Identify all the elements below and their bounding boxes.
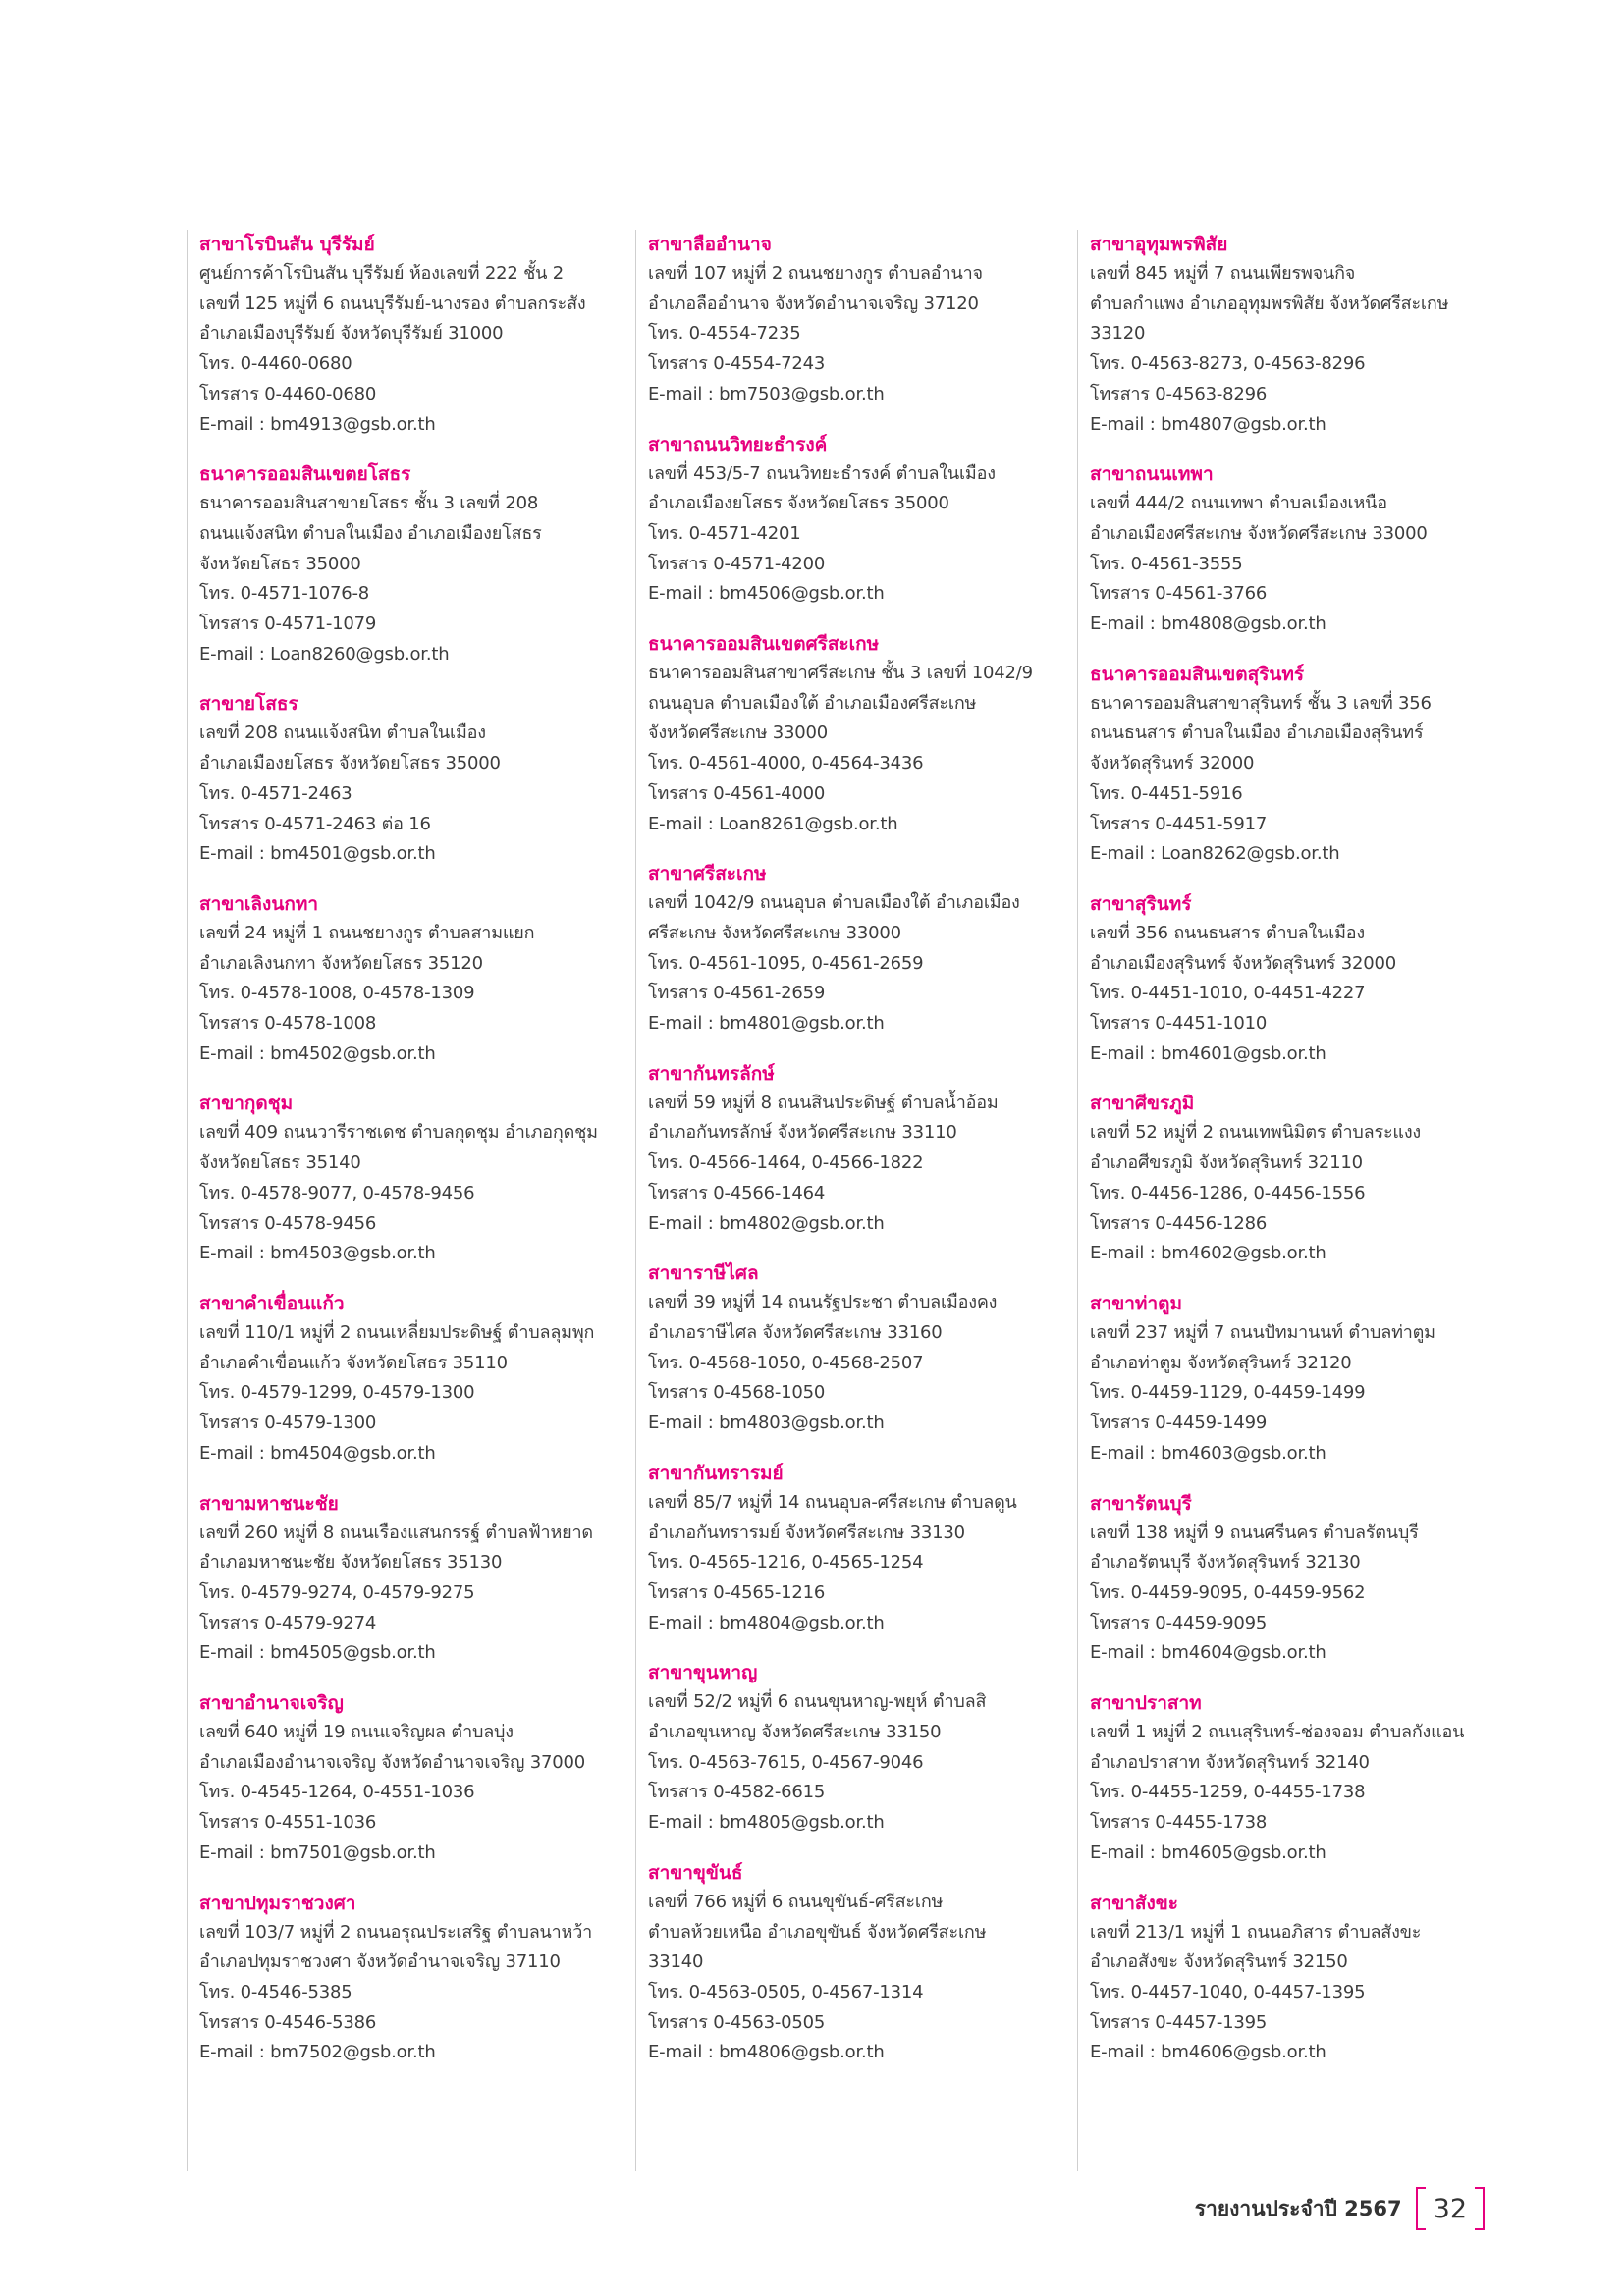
- branch-fax: โทรสาร 0-4571-2463 ต่อ 16: [199, 813, 431, 834]
- branch-email: E-mail : bm4603@gsb.or.th: [1090, 1442, 1326, 1464]
- branch-address-line: เลขที่ 52/2 หมู่ที่ 6 ถนนขุนหาญ-พยุห์ ตำบลสิ: [648, 1691, 987, 1713]
- branch-fax: โทรสาร 0-4571-4200: [648, 553, 826, 574]
- branch-email: E-mail : bm4605@gsb.or.th: [1090, 1842, 1326, 1863]
- branch-email: E-mail : bm4506@gsb.or.th: [648, 583, 885, 605]
- branch-email: E-mail : bm7503@gsb.or.th: [648, 383, 885, 404]
- branch-name: สาขาศีขรภูมิ: [1090, 1093, 1195, 1115]
- branch-entry: [199, 1289, 599, 1469]
- branch-fax: โทรสาร 0-4565-1216: [648, 1581, 826, 1603]
- branch-phone: โทร. 0-4459-9095, 0-4459-9562: [1090, 1581, 1366, 1603]
- branch-name: สาขาสังขะ: [1090, 1892, 1178, 1914]
- branch-fax: โทรสาร 0-4578-9456: [199, 1212, 377, 1234]
- branch-address-line: เลขที่ 260 หมู่ที่ 8 ถนนเรืองแสนกรรฐ์ ตำบลฟ้าหยาด: [199, 1522, 593, 1543]
- branch-phone: โทร. 0-4578-1008, 0-4578-1309: [199, 983, 475, 1004]
- branch-name: สาขาสุรินทร์: [1090, 892, 1192, 915]
- branch-address-line: 33140: [648, 1951, 704, 1973]
- branch-phone: โทร. 0-4566-1464, 0-4566-1822: [648, 1152, 924, 1174]
- branch-phone: โทร. 0-4456-1286, 0-4456-1556: [1090, 1182, 1366, 1203]
- branch-email: E-mail : bm4913@gsb.or.th: [199, 413, 436, 435]
- branch-fax: โทรสาร 0-4546-5386: [199, 2011, 377, 2033]
- branch-fax: โทรสาร 0-4457-1395: [1090, 2011, 1268, 2033]
- branch-address-line: ศูนย์การค้าโรบินสัน บุรีรัมย์ ห้องเลขที่ 222 ชั้น 2: [199, 263, 564, 284]
- branch-phone: โทร. 0-4578-9077, 0-4578-9456: [199, 1182, 475, 1203]
- branch-name: สาขาอุทุมพรพิสัย: [1090, 234, 1228, 255]
- branch-name: สาขากุดชุม: [199, 1093, 294, 1115]
- branch-column-1: [187, 230, 599, 2171]
- branch-fax: โทรสาร 0-4554-7243: [648, 353, 826, 375]
- branch-address-line: อำเภอเมืองอำนาจเจริญ จังหวัดอำนาจเจริญ 37000: [199, 1751, 586, 1773]
- branch-fax: โทรสาร 0-4582-6615: [648, 1782, 826, 1803]
- branch-name: ธนาคารออมสินเขตศรีสะเกษ: [648, 633, 880, 656]
- branch-address-line: จังหวัดสุรินทร์ 32000: [1090, 753, 1255, 774]
- branch-address-line: เลขที่ 1 หมู่ที่ 2 ถนนสุรินทร์-ช่องจอม ตำบลกังแอน: [1090, 1722, 1465, 1743]
- branch-entry: [1090, 1289, 1489, 1469]
- branch-email: E-mail : bm4801@gsb.or.th: [648, 1013, 885, 1035]
- branch-entry: [648, 230, 1048, 410]
- page-footer: [1195, 2187, 1485, 2230]
- branch-address-line: ธนาคารออมสินสาขาสุรินทร์ ชั้น 3 เลขที่ 356: [1090, 692, 1432, 714]
- branch-entry: [199, 1688, 599, 1869]
- branch-phone: โทร. 0-4568-1050, 0-4568-2507: [648, 1352, 924, 1373]
- branch-name: สาขาโรบินสัน บุรีรัมย์: [199, 234, 375, 255]
- branch-phone: โทร. 0-4563-8273, 0-4563-8296: [1090, 353, 1366, 375]
- branch-name: สาขาท่าตูม: [1090, 1292, 1182, 1314]
- branch-name: สาขาคำเขื่อนแก้ว: [199, 1292, 345, 1314]
- branch-fax: โทรสาร 0-4568-1050: [648, 1382, 826, 1404]
- branch-address-line: อำเภอเลิงนกทา จังหวัดยโสธร 35120: [199, 952, 483, 974]
- branch-address-line: อำเภอเมืองศรีสะเกษ จังหวัดศรีสะเกษ 33000: [1090, 522, 1428, 544]
- branch-phone: โทร. 0-4579-1299, 0-4579-1300: [199, 1382, 475, 1404]
- branch-email: E-mail : bm4503@gsb.or.th: [199, 1243, 436, 1264]
- branch-address-line: เลขที่ 409 ถนนวารีราชเดช ตำบลกุดชุม อำเภอกุดชุม: [199, 1122, 598, 1144]
- branch-address-line: เลขที่ 444/2 ถนนเทพา ตำบลเมืองเหนือ: [1090, 493, 1387, 514]
- branch-fax: โทรสาร 0-4460-0680: [199, 383, 377, 404]
- branch-address-line: เลขที่ 356 ถนนธนสาร ตำบลในเมือง: [1090, 922, 1365, 943]
- branch-email: E-mail : bm4808@gsb.or.th: [1090, 614, 1326, 635]
- branch-email: E-mail : bm4502@gsb.or.th: [199, 1042, 436, 1064]
- branch-address-line: จังหวัดยโสธร 35000: [199, 553, 361, 574]
- branch-address-line: เลขที่ 213/1 หมู่ที่ 1 ถนนอภิสาร ตำบลสังขะ: [1090, 1921, 1422, 1943]
- branch-name: สาขาปทุมราชวงศา: [199, 1892, 356, 1914]
- branch-email: E-mail : bm4802@gsb.or.th: [648, 1212, 885, 1234]
- branch-fax: โทรสาร 0-4456-1286: [1090, 1212, 1268, 1234]
- branch-fax: โทรสาร 0-4459-1499: [1090, 1413, 1268, 1434]
- branch-fax: โทรสาร 0-4578-1008: [199, 1013, 377, 1035]
- branch-fax: โทรสาร 0-4451-5917: [1090, 813, 1268, 834]
- branch-name: สาขากันทรลักษ์: [648, 1062, 775, 1085]
- branch-entry: [1090, 889, 1489, 1070]
- branch-phone: โทร. 0-4546-5385: [199, 1981, 352, 2002]
- branch-email: E-mail : Loan8262@gsb.or.th: [1090, 843, 1340, 865]
- branch-entry: [1090, 660, 1489, 870]
- branch-entry: [1090, 459, 1489, 640]
- branch-address-line: 33120: [1090, 323, 1146, 345]
- branch-phone: โทร. 0-4561-4000, 0-4564-3436: [648, 753, 924, 774]
- branch-phone: โทร. 0-4571-1076-8: [199, 583, 370, 605]
- branch-email: E-mail : bm7502@gsb.or.th: [199, 2042, 436, 2063]
- branch-address-line: อำเภอสังขะ จังหวัดสุรินทร์ 32150: [1090, 1951, 1348, 1973]
- branch-fax: โทรสาร 0-4579-1300: [199, 1413, 377, 1434]
- branch-entry: [199, 889, 599, 1070]
- branch-phone: โทร. 0-4565-1216, 0-4565-1254: [648, 1552, 924, 1574]
- branch-name: สาขาถนนเทพา: [1090, 463, 1214, 486]
- branch-entry: [199, 230, 599, 440]
- branch-address-line: เลขที่ 59 หมู่ที่ 8 ถนนสินประดิษฐ์ ตำบลน้ำอ้อม: [648, 1092, 999, 1113]
- branch-phone: โทร. 0-4451-5916: [1090, 782, 1243, 804]
- branch-address-line: จังหวัดยโสธร 35140: [199, 1152, 361, 1174]
- branch-phone: โทร. 0-4571-4201: [648, 522, 801, 544]
- branch-email: E-mail : bm4602@gsb.or.th: [1090, 1243, 1326, 1264]
- branch-entry: [199, 689, 599, 870]
- branch-email: E-mail : bm4807@gsb.or.th: [1090, 413, 1326, 435]
- branch-address-line: เลขที่ 208 ถนนแจ้งสนิท ตำบลในเมือง: [199, 722, 486, 744]
- branch-phone: โทร. 0-4451-1010, 0-4451-4227: [1090, 983, 1366, 1004]
- branch-entry: [199, 1889, 599, 2069]
- branch-entry: [648, 859, 1048, 1040]
- branch-email: E-mail : bm4504@gsb.or.th: [199, 1442, 436, 1464]
- branch-address-line: ธนาคารออมสินสาขาศรีสะเกษ ชั้น 3 เลขที่ 1042/9: [648, 663, 1033, 684]
- branch-name: สาขาขุนหาญ: [648, 1662, 758, 1684]
- branch-name: สาขารัตนบุรี: [1090, 1492, 1192, 1515]
- branch-address-line: เลขที่ 85/7 หมู่ที่ 14 ถนนอุบล-ศรีสะเกษ ตำบลดูน: [648, 1491, 1017, 1513]
- branch-entry: [1090, 1489, 1489, 1670]
- branch-fax: โทรสาร 0-4563-0505: [648, 2011, 826, 2033]
- branch-address-line: อำเภอเมืองยโสธร จังหวัดยโสธร 35000: [648, 493, 949, 514]
- branch-address-line: อำเภอเมืองสุรินทร์ จังหวัดสุรินทร์ 32000: [1090, 952, 1397, 974]
- branch-name: สาขามหาชนะชัย: [199, 1492, 339, 1515]
- branch-email: E-mail : bm4505@gsb.or.th: [199, 1642, 436, 1664]
- branch-address-line: อำเภอราษีไศล จังหวัดศรีสะเกษ 33160: [648, 1321, 943, 1343]
- branch-address-line: อำเภอเมืองยโสธร จังหวัดยโสธร 35000: [199, 753, 501, 774]
- branch-email: E-mail : Loan8260@gsb.or.th: [199, 643, 450, 665]
- branch-name: สาขาเลิงนกทา: [199, 892, 319, 915]
- branch-entry: [199, 1489, 599, 1670]
- branch-address-line: เลขที่ 107 หมู่ที่ 2 ถนนชยางกูร ตำบลอำนาจ: [648, 263, 983, 284]
- branch-address-line: อำเภอเมืองบุรีรัมย์ จังหวัดบุรีรัมย์ 31000: [199, 323, 504, 345]
- branch-entry: [199, 459, 599, 669]
- branch-email: E-mail : bm4604@gsb.or.th: [1090, 1642, 1326, 1664]
- branch-address-line: อำเภอขุนหาญ จังหวัดศรีสะเกษ 33150: [648, 1722, 942, 1743]
- branch-fax: โทรสาร 0-4459-9095: [1090, 1612, 1268, 1633]
- branch-column-3: [1077, 230, 1489, 2171]
- branch-address-line: ตำบลห้วยเหนือ อำเภอขุขันธ์ จังหวัดศรีสะเกษ: [648, 1921, 987, 1943]
- branch-email: E-mail : bm4806@gsb.or.th: [648, 2042, 885, 2063]
- branch-address-line: เลขที่ 766 หมู่ที่ 6 ถนนขุขันธ์-ศรีสะเกษ: [648, 1891, 944, 1912]
- report-title: รายงานประจำปี 2567: [1194, 2196, 1402, 2220]
- branch-phone: โทร. 0-4571-2463: [199, 782, 352, 804]
- branch-address-line: อำเภอปราสาท จังหวัดสุรินทร์ 32140: [1090, 1751, 1370, 1773]
- branch-entry: [1090, 1089, 1489, 1269]
- branch-address-line: เลขที่ 1042/9 ถนนอุบล ตำบลเมืองใต้ อำเภอเมือง: [648, 892, 1020, 914]
- branch-entry: [1090, 1688, 1489, 1869]
- branch-fax: โทรสาร 0-4455-1738: [1090, 1812, 1268, 1834]
- branch-phone: โทร. 0-4579-9274, 0-4579-9275: [199, 1581, 475, 1603]
- branch-entry: [648, 1059, 1048, 1240]
- branch-phone: โทร. 0-4561-3555: [1090, 553, 1243, 574]
- branch-fax: โทรสาร 0-4561-2659: [648, 983, 826, 1004]
- branch-entry: [648, 430, 1048, 611]
- branch-address-line: อำเภอปทุมราชวงศา จังหวัดอำนาจเจริญ 37110: [199, 1951, 561, 1973]
- branch-phone: โทร. 0-4563-7615, 0-4567-9046: [648, 1751, 924, 1773]
- branch-fax: โทรสาร 0-4571-1079: [199, 614, 377, 635]
- branch-name: สาขายโสธร: [199, 693, 298, 716]
- branch-email: E-mail : bm4803@gsb.or.th: [648, 1413, 885, 1434]
- branch-entry: [648, 1858, 1048, 2068]
- branch-address-line: เลขที่ 845 หมู่ที่ 7 ถนนเพียรพจนกิจ: [1090, 263, 1356, 284]
- branch-email: E-mail : bm4804@gsb.or.th: [648, 1612, 885, 1633]
- branch-entry: [648, 1258, 1048, 1439]
- branch-address-line: ถนนแจ้งสนิท ตำบลในเมือง อำเภอเมืองยโสธร: [199, 522, 542, 544]
- branch-entry: [648, 1658, 1048, 1839]
- branch-address-line: อำเภอท่าตูม จังหวัดสุรินทร์ 32120: [1090, 1352, 1352, 1373]
- branch-address-line: ศรีสะเกษ จังหวัดศรีสะเกษ 33000: [648, 922, 901, 943]
- branch-phone: โทร. 0-4563-0505, 0-4567-1314: [648, 1981, 924, 2002]
- branch-name: สาขาถนนวิทยะธำรงค์: [648, 433, 828, 455]
- branch-address-line: เลขที่ 453/5-7 ถนนวิทยะธำรงค์ ตำบลในเมือง: [648, 462, 996, 484]
- branch-address-line: ธนาคารออมสินสาขายโสธร ชั้น 3 เลขที่ 208: [199, 493, 539, 514]
- branch-address-line: เลขที่ 52 หมู่ที่ 2 ถนนเทพนิมิตร ตำบลระแงง: [1090, 1122, 1421, 1144]
- branch-address-line: อำเภอคำเขื่อนแก้ว จังหวัดยโสธร 35110: [199, 1352, 508, 1373]
- branch-address-line: อำเภอกันทรลักษ์ จังหวัดศรีสะเกษ 33110: [648, 1122, 957, 1144]
- branch-address-line: เลขที่ 110/1 หมู่ที่ 2 ถนนเหลี่ยมประดิษฐ์ ตำบลลุมพุก: [199, 1321, 595, 1343]
- branch-fax: โทรสาร 0-4579-9274: [199, 1612, 377, 1633]
- branch-name: สาขาลืออำนาจ: [648, 234, 772, 255]
- branch-phone: โทร. 0-4455-1259, 0-4455-1738: [1090, 1782, 1366, 1803]
- branch-name: สาขาอำนาจเจริญ: [199, 1692, 344, 1715]
- branch-address-line: เลขที่ 39 หมู่ที่ 14 ถนนรัฐประชา ตำบลเมืองคง: [648, 1292, 998, 1313]
- branch-fax: โทรสาร 0-4561-4000: [648, 782, 826, 804]
- branch-entry: [1090, 230, 1489, 440]
- branch-phone: โทร. 0-4554-7235: [648, 323, 801, 345]
- branch-name: สาขาขุขันธ์: [648, 1861, 743, 1884]
- branch-phone: โทร. 0-4460-0680: [199, 353, 352, 375]
- branch-entry: [648, 1459, 1048, 1639]
- branch-email: E-mail : bm4501@gsb.or.th: [199, 843, 436, 865]
- branch-name: ธนาคารออมสินเขตยโสธร: [199, 463, 411, 486]
- branch-address-line: อำเภอลืออำนาจ จังหวัดอำนาจเจริญ 37120: [648, 293, 979, 314]
- branch-address-line: อำเภอรัตนบุรี จังหวัดสุรินทร์ 32130: [1090, 1552, 1361, 1574]
- branch-phone: โทร. 0-4545-1264, 0-4551-1036: [199, 1782, 475, 1803]
- branch-entry: [648, 629, 1048, 839]
- branch-address-line: ตำบลกำแพง อำเภออุทุมพรพิสัย จังหวัดศรีสะเกษ: [1090, 293, 1449, 314]
- branch-address-line: เลขที่ 103/7 หมู่ที่ 2 ถนนอรุณประเสริฐ ตำบลนาหว้า: [199, 1921, 593, 1943]
- branch-name: ธนาคารออมสินเขตสุรินทร์: [1090, 663, 1305, 685]
- branch-name: สาขาปราสาท: [1090, 1692, 1202, 1715]
- branch-address-line: เลขที่ 138 หมู่ที่ 9 ถนนศรีนคร ตำบลรัตนบุรี: [1090, 1522, 1419, 1543]
- branch-fax: โทรสาร 0-4563-8296: [1090, 383, 1268, 404]
- branch-fax: โทรสาร 0-4451-1010: [1090, 1013, 1268, 1035]
- branch-email: E-mail : bm7501@gsb.or.th: [199, 1842, 436, 1863]
- branch-name: สาขาศรีสะเกษ: [648, 863, 767, 885]
- branch-address-line: อำเภอมหาชนะชัย จังหวัดยโสธร 35130: [199, 1552, 503, 1574]
- branch-phone: โทร. 0-4561-1095, 0-4561-2659: [648, 952, 924, 974]
- branch-phone: โทร. 0-4459-1129, 0-4459-1499: [1090, 1382, 1366, 1404]
- branch-address-line: เลขที่ 24 หมู่ที่ 1 ถนนชยางกูร ตำบลสามแยก: [199, 922, 535, 943]
- branch-entry: [1090, 1889, 1489, 2069]
- page-number: 32: [1416, 2187, 1485, 2230]
- branch-name: สาขากันทรารมย์: [648, 1462, 784, 1484]
- branch-address-line: เลขที่ 125 หมู่ที่ 6 ถนนบุรีรัมย์-นางรอง ตำบลกระสัง: [199, 293, 586, 314]
- branch-address-line: อำเภอกันทรารมย์ จังหวัดศรีสะเกษ 33130: [648, 1522, 965, 1543]
- branch-email: E-mail : Loan8261@gsb.or.th: [648, 813, 898, 834]
- branch-email: E-mail : bm4606@gsb.or.th: [1090, 2042, 1326, 2063]
- branch-address-line: จังหวัดศรีสะเกษ 33000: [648, 722, 829, 744]
- branch-phone: โทร. 0-4457-1040, 0-4457-1395: [1090, 1981, 1366, 2002]
- branch-address-line: เลขที่ 640 หมู่ที่ 19 ถนนเจริญผล ตำบลบุ่ง: [199, 1722, 514, 1743]
- branch-email: E-mail : bm4805@gsb.or.th: [648, 1812, 885, 1834]
- branch-column-2: [635, 230, 1048, 2171]
- branch-address-line: ถนนธนสาร ตำบลในเมือง อำเภอเมืองสุรินทร์: [1090, 722, 1424, 744]
- branch-fax: โทรสาร 0-4566-1464: [648, 1182, 826, 1203]
- branch-address-line: เลขที่ 237 หมู่ที่ 7 ถนนปัทมานนท์ ตำบลท่าตูม: [1090, 1321, 1435, 1343]
- branch-fax: โทรสาร 0-4551-1036: [199, 1812, 377, 1834]
- branch-address-line: อำเภอศีขรภูมิ จังหวัดสุรินทร์ 32110: [1090, 1152, 1363, 1174]
- branch-email: E-mail : bm4601@gsb.or.th: [1090, 1042, 1326, 1064]
- branch-entry: [199, 1089, 599, 1269]
- branch-name: สาขาราษีไศล: [648, 1262, 759, 1285]
- branch-fax: โทรสาร 0-4561-3766: [1090, 583, 1268, 605]
- branch-address-line: ถนนอุบล ตำบลเมืองใต้ อำเภอเมืองศรีสะเกษ: [648, 692, 977, 714]
